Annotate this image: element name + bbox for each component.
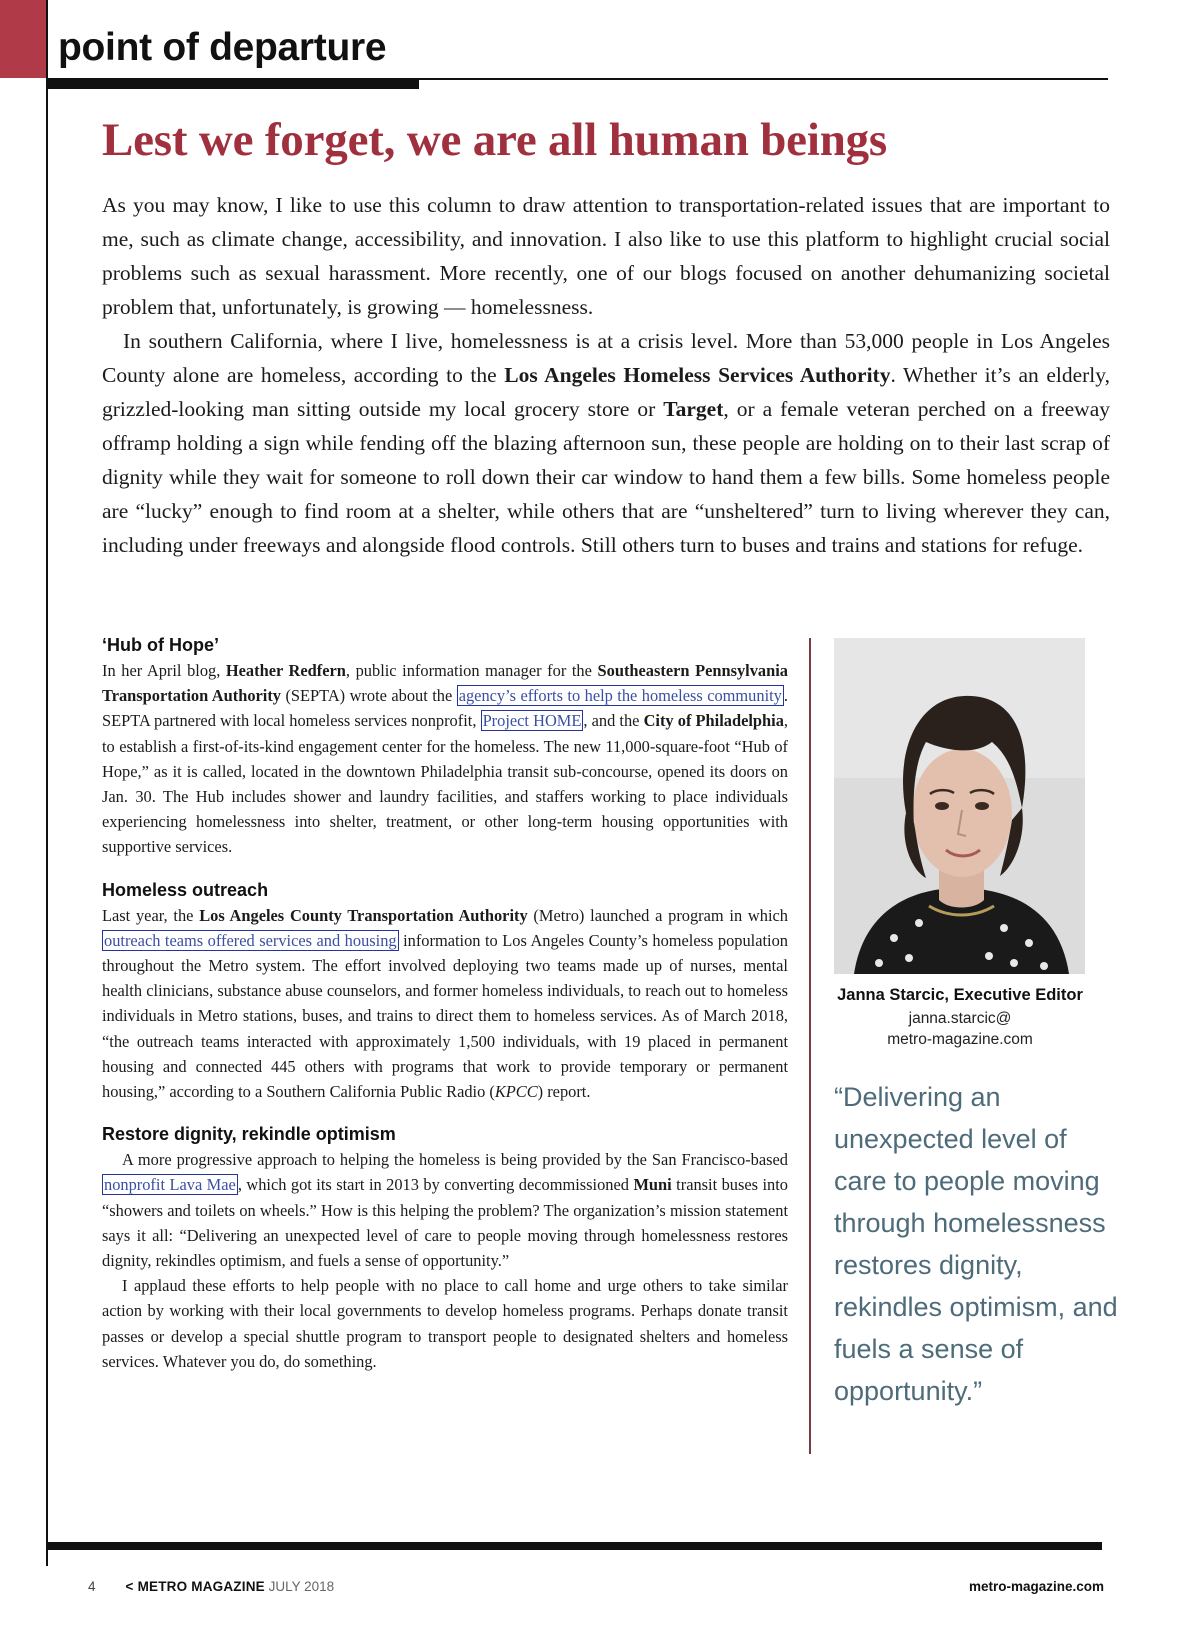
author-email-line-1: janna.starcic@ [908,1010,1012,1027]
outreach-teams-link[interactable]: outreach teams offered services and housing [104,930,397,950]
article-body-column [102,632,788,1374]
footer-rule [46,1542,1102,1550]
article-intro [102,188,1110,562]
intro-bold-lahsa: Los Angeles Homeless Services Authority [504,363,891,387]
section-color-block [0,0,46,78]
body-bold: Muni [633,1175,672,1195]
body-text: A more progressive approach to helping the homeless is being provided by the San Francisco-based [122,1150,788,1170]
body-text: . SEPTA partnered with local homeless services nonprofit, [102,686,788,731]
body-text: , which got its start in 2013 by converting decommissioned [237,1175,634,1195]
intro-text: In southern California, where I live, homelessness is at a crisis level. More than 53,000 people in Los Angeles County alone are homeless, according to the [102,329,1110,387]
section-spacer [102,1104,788,1121]
body-text: (SEPTA) wrote about the [281,686,457,706]
article-headline: Lest we forget, we are all human beings [102,114,888,166]
pull-quote: “Delivering an unexpected level of care to people moving through homelessness restores dignity, rekindles optimism, and fuels a sense of opportunity.” [834,1082,1118,1406]
body-bold: Southeastern Pennsylvania Transportation Authority [102,661,788,706]
author-photo [834,638,1085,974]
footer-website[interactable]: metro-magazine.com [968,1579,1104,1594]
magazine-name: < METRO MAGAZINE [125,1579,265,1594]
section-heading-restore-dignity: Restore dignity, rekindle optimism [102,1124,396,1145]
intro-paragraph-1: As you may know, I like to use this column to draw attention to transportation-related issues that are important to me, such as climate change, accessibility, and innovation. I also like to use this platform to highlight crucial social problems such as sexual harassment. More recently, one of our blogs focused on another dehumanizing societal problem that, unfortunately, is growing — homelessness. [102,193,1110,319]
body-text: , and the [583,711,644,731]
body-bold: City of Philadelphia [643,711,784,731]
body-text: In her April blog, [102,661,226,680]
body-text: Last year, the [102,905,200,925]
author-email-line-2: metro-magazine.com [887,1031,1033,1048]
header-rule-thick [46,80,419,89]
intro-paragraph-2 [102,324,1110,562]
body-italic: KPCC [494,1082,538,1102]
section-label-bold: point [58,26,152,69]
section-label [58,28,386,67]
body-text: information to Los Angeles County’s homeless population throughout the Metro system. The effort involved deploying two teams made up of nurses, mental health clinicians, substance abuse counselors, and former homeless individuals, to reach out to homeless individuals in Metro stations, buses, and trains to direct them to homeless services. As of March 2018, “the outreach teams interacted with approximately 1,500 individuals, with 19 placed in permanent housing and connected 445 others with programs that work to provide temporary or permanent housing,” according to a Southern California Public Radio ( [102,930,788,1102]
project-home-link[interactable]: Project HOME [482,711,582,731]
body-text: ) report. [537,1082,591,1102]
author-name-caption: Janna Starcic, Executive Editor [837,986,1083,1004]
footer-left [88,1578,334,1596]
section-spacer [102,860,788,877]
body-bold: Los Angeles County Transportation Authority [199,905,528,925]
body-text: , to establish a first-of-its-kind engagement center for the homeless. The new 11,000-square-foot “Hub of Hope,” as it is called, located in the downtown Philadelphia transit sub-concourse, opened its doors on Jan. 30. The Hub includes shower and laundry facilities, and staffers working to place individuals experiencing homelessness into shelter, treatment, or other long-term housing opportunities with supportive services. [102,711,789,857]
body-text: , public information manager for the [345,661,598,680]
intro-text: , or a female veteran perched on a freeway offramp holding a sign while fending off the blazing afternoon sun, these people are holding on to their last scrap of dignity while they wait for someone to roll down their car window to hand them a few bills. Some homeless people are “lucky” enough to find room at a shelter, while others that are “unsheltered” turn to living wherever they can, including under freeways and alongside flood controls. Still others turn to buses and trains and stations for refuge. [102,397,1110,557]
restore-dignity-paragraph [102,1147,788,1273]
intro-bold-target: Target [663,397,724,421]
section-heading-homeless-outreach: Homeless outreach [102,879,269,900]
lava-mae-link[interactable]: nonprofit Lava Mae [104,1175,236,1195]
body-text: (Metro) launched a program in which [527,905,788,925]
author-portrait-icon [834,638,1085,974]
septa-blog-link[interactable]: agency’s efforts to help the homeless community [458,686,782,706]
body-text: transit buses into “showers and toilets on wheels.” How is this helping the problem? The organization’s mission statement says it all: “Delivering an unexpected level of care to people moving through homelessness restores dignity, rekindles optimism, and fuels a sense of opportunity.” [102,1175,789,1271]
closing-paragraph: I applaud these efforts to help people with no place to call home and urge others to take similar action by working with their local governments to develop homeless programs. Perhaps donate transit passes or develop a special shuttle program to transport people to designated shelters and homeless services. Whatever you do, do something. [102,1276,788,1371]
section-label-rest: of departure [162,26,387,69]
body-bold: Heather Redfern [225,661,346,680]
hub-of-hope-paragraph [102,658,788,860]
issue-date: JULY 2018 [268,1579,335,1594]
page-number: 4 [88,1579,96,1594]
section-heading-hub-of-hope: ‘Hub of Hope’ [102,635,219,655]
intro-text: . Whether it’s an elderly, grizzled-looking man sitting outside my local grocery store or [102,363,1111,421]
homeless-outreach-paragraph [102,903,788,1105]
left-margin-rule [46,0,48,1566]
author-email[interactable] [810,1008,1110,1050]
